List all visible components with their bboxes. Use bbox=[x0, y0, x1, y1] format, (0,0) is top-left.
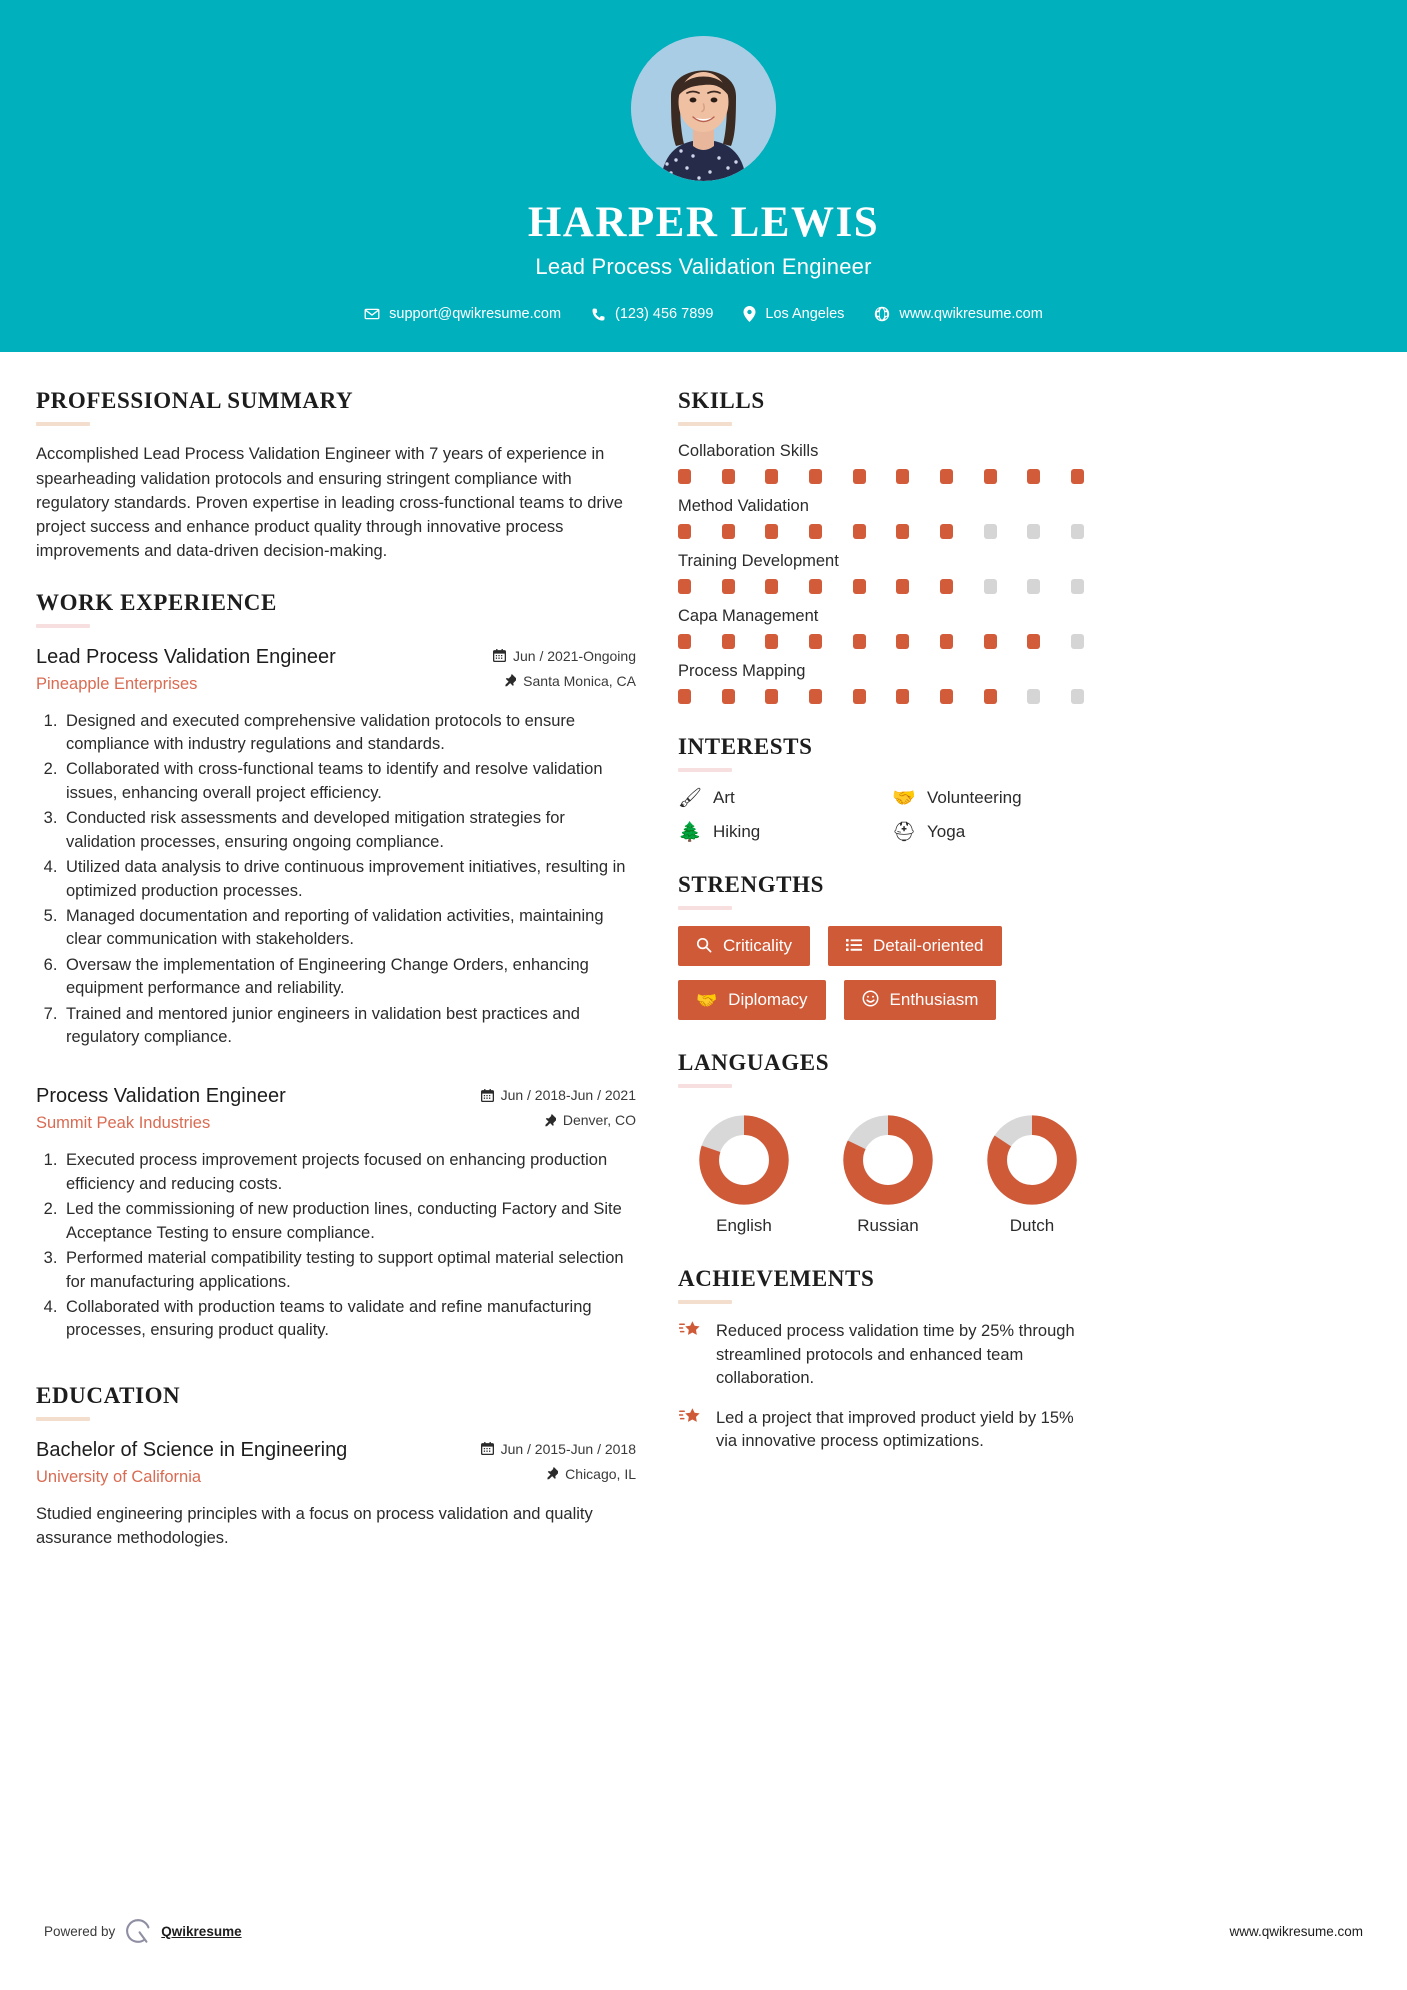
section-rule bbox=[36, 624, 90, 628]
strength-label: Criticality bbox=[723, 936, 792, 956]
list-item: 6. Oversaw the implementation of Engineering Change Orders, enhancing equipment performance and reliability. bbox=[62, 954, 636, 1001]
strength-label: Diplomacy bbox=[728, 990, 808, 1010]
skill-dot-filled bbox=[765, 469, 778, 484]
powered-by-label: Powered by bbox=[44, 1923, 116, 1939]
tree-icon: 🌲 bbox=[678, 821, 702, 843]
section-rule bbox=[36, 1417, 90, 1421]
skill-dot-filled bbox=[678, 469, 691, 484]
list-item: 1. Designed and executed comprehensive validation protocols to ensure compliance with industry regulations and standards. bbox=[62, 710, 636, 757]
right-column bbox=[678, 388, 1098, 1479]
section-rule bbox=[678, 906, 732, 910]
skill-label: Training Development bbox=[678, 552, 839, 571]
skill-dot-filled bbox=[765, 524, 778, 539]
calendar-icon bbox=[481, 1442, 494, 1455]
work-entry-titles bbox=[36, 644, 493, 694]
skill-dot-filled bbox=[722, 689, 735, 704]
pin-icon bbox=[545, 1114, 556, 1127]
skill-rating bbox=[678, 579, 1084, 594]
work-location bbox=[493, 673, 636, 689]
skill-dot-filled bbox=[896, 579, 909, 594]
contact-phone-text: (123) 456 7899 bbox=[615, 306, 714, 323]
languages-row bbox=[678, 1104, 1098, 1236]
work-bullets bbox=[36, 710, 636, 1050]
education-dates-text: Jun / 2015-Jun / 2018 bbox=[500, 1440, 636, 1457]
language-item-english bbox=[684, 1114, 804, 1236]
section-heading-languages: LANGUAGES bbox=[678, 1050, 830, 1076]
achievement-item bbox=[678, 1320, 1098, 1390]
skill-rating bbox=[678, 689, 1084, 704]
work-company: Summit Peak Industries bbox=[36, 1114, 211, 1133]
skill-dot-filled bbox=[853, 634, 866, 649]
shooting-star-icon bbox=[678, 1320, 702, 1347]
language-donut-chart bbox=[842, 1114, 934, 1206]
skill-item bbox=[678, 442, 1098, 484]
strengths-list bbox=[678, 926, 1098, 1020]
qwikresume-brand-link[interactable]: Qwikresume bbox=[161, 1923, 242, 1939]
skill-dot-filled bbox=[678, 689, 691, 704]
list-item: 5. Managed documentation and reporting of validation activities, maintaining clear communication with stakeholders. bbox=[62, 905, 636, 952]
work-company: Pineapple Enterprises bbox=[36, 674, 198, 693]
work-entry-meta bbox=[493, 644, 636, 698]
skill-item bbox=[678, 662, 1098, 704]
language-donut-chart bbox=[698, 1114, 790, 1206]
contact-location bbox=[733, 306, 854, 322]
skill-item bbox=[678, 552, 1098, 594]
list-item: 4. Collaborated with production teams to validate and refine manufacturing processes, ensuring product quality. bbox=[62, 1296, 636, 1343]
education-entry-titles bbox=[36, 1437, 481, 1487]
section-work-experience bbox=[36, 590, 636, 1343]
skill-dot-filled bbox=[896, 469, 909, 484]
resume-header bbox=[0, 0, 1407, 352]
skill-label: Collaboration Skills bbox=[678, 442, 819, 461]
work-entry-titles bbox=[36, 1083, 481, 1133]
calendar-icon bbox=[493, 649, 506, 662]
education-entry-header bbox=[36, 1437, 636, 1491]
contact-email[interactable] bbox=[354, 306, 571, 322]
education-dates bbox=[481, 1441, 636, 1457]
magnifier-icon bbox=[696, 937, 712, 956]
section-rule bbox=[678, 1084, 732, 1088]
skill-item bbox=[678, 497, 1098, 539]
phone-icon bbox=[591, 307, 606, 322]
section-education bbox=[36, 1383, 636, 1551]
pin-icon bbox=[547, 1467, 558, 1480]
skill-label: Capa Management bbox=[678, 607, 819, 626]
interest-item-art bbox=[678, 788, 884, 808]
skill-dot-empty bbox=[1027, 524, 1040, 539]
skill-rating bbox=[678, 469, 1084, 484]
skill-dot-empty bbox=[984, 524, 997, 539]
skill-dot-filled bbox=[765, 689, 778, 704]
resume-body bbox=[0, 352, 1407, 1576]
skill-dot-filled bbox=[853, 469, 866, 484]
language-label: English bbox=[716, 1216, 772, 1236]
section-heading-achievements: ACHIEVEMENTS bbox=[678, 1266, 875, 1292]
skill-dot-filled bbox=[940, 634, 953, 649]
skill-label: Process Mapping bbox=[678, 662, 806, 681]
skill-dot-empty bbox=[1027, 579, 1040, 594]
language-item-russian bbox=[828, 1114, 948, 1236]
skill-rating bbox=[678, 634, 1084, 649]
skill-dot-filled bbox=[1071, 469, 1084, 484]
skill-dot-filled bbox=[809, 579, 822, 594]
contact-location-text: Los Angeles bbox=[765, 306, 845, 323]
education-entry-meta bbox=[481, 1437, 636, 1491]
skill-dot-filled bbox=[940, 689, 953, 704]
qwikresume-logo-icon bbox=[125, 1918, 151, 1944]
shooting-star-icon bbox=[678, 1407, 702, 1434]
achievement-item bbox=[678, 1407, 1098, 1454]
skill-dot-filled bbox=[722, 469, 735, 484]
resume-footer bbox=[0, 1918, 1407, 1944]
skill-dot-filled bbox=[984, 634, 997, 649]
education-location-text: Chicago, IL bbox=[565, 1465, 636, 1482]
envelope-icon bbox=[364, 306, 380, 322]
section-heading-summary: PROFESSIONAL SUMMARY bbox=[36, 388, 354, 414]
section-rule bbox=[678, 422, 732, 426]
pin-icon bbox=[505, 674, 516, 687]
skill-dot-filled bbox=[853, 524, 866, 539]
skill-dot-empty bbox=[1027, 689, 1040, 704]
skill-dot-filled bbox=[678, 524, 691, 539]
skill-dot-filled bbox=[896, 634, 909, 649]
paintbrush-icon: 🖌 bbox=[678, 787, 703, 809]
work-role: Lead Process Validation Engineer bbox=[36, 645, 336, 668]
skill-dot-filled bbox=[1027, 469, 1040, 484]
education-school: University of California bbox=[36, 1467, 202, 1486]
location-pin-icon bbox=[743, 306, 756, 322]
skill-dot-filled bbox=[940, 579, 953, 594]
strength-chip-detail-oriented bbox=[828, 926, 1002, 966]
strength-chip-diplomacy bbox=[678, 980, 826, 1020]
handshake-icon: 🤝 bbox=[892, 787, 916, 809]
contact-website[interactable] bbox=[864, 306, 1052, 322]
skill-dot-filled bbox=[853, 689, 866, 704]
section-achievements bbox=[678, 1266, 1098, 1453]
handshake-icon: 🤝 bbox=[696, 990, 718, 1010]
achievement-text: Reduced process validation time by 25% through streamlined protocols and enhanced team collaboration. bbox=[716, 1322, 1075, 1388]
language-label: Dutch bbox=[1009, 1216, 1055, 1236]
skill-dot-filled bbox=[984, 469, 997, 484]
interest-label: Yoga bbox=[927, 822, 966, 842]
section-strengths bbox=[678, 872, 1098, 1020]
section-heading-interests: INTERESTS bbox=[678, 734, 813, 760]
skill-dot-empty bbox=[1071, 634, 1084, 649]
contact-bar bbox=[0, 306, 1407, 322]
section-heading-work: WORK EXPERIENCE bbox=[36, 589, 277, 615]
section-languages bbox=[678, 1050, 1098, 1236]
skill-dot-filled bbox=[722, 634, 735, 649]
skill-dot-empty bbox=[984, 579, 997, 594]
language-donut-chart bbox=[986, 1114, 1078, 1206]
language-label: Russian bbox=[857, 1216, 919, 1236]
profile-photo-illustration bbox=[631, 36, 776, 181]
skill-dot-filled bbox=[809, 469, 822, 484]
section-heading-skills: SKILLS bbox=[678, 388, 765, 414]
section-professional-summary bbox=[36, 388, 636, 563]
list-item: 1. Executed process improvement projects focused on enhancing production efficiency and reducing costs. bbox=[62, 1149, 636, 1196]
section-skills bbox=[678, 388, 1098, 704]
work-entry-header bbox=[36, 644, 636, 698]
education-degree: Bachelor of Science in Engineering bbox=[36, 1438, 348, 1461]
section-interests bbox=[678, 734, 1098, 842]
calendar-icon bbox=[481, 1089, 494, 1102]
skill-dot-filled bbox=[896, 524, 909, 539]
strength-chip-criticality bbox=[678, 926, 810, 966]
interest-item-yoga bbox=[892, 822, 1098, 842]
section-rule bbox=[36, 422, 90, 426]
skill-dot-filled bbox=[809, 689, 822, 704]
work-entry bbox=[36, 644, 636, 1050]
skill-item bbox=[678, 607, 1098, 649]
work-location bbox=[481, 1112, 636, 1128]
education-entry bbox=[36, 1437, 636, 1551]
list-item: 3. Performed material compatibility testing to support optimal material selection for manufacturing applications. bbox=[62, 1247, 636, 1294]
skill-dot-filled bbox=[722, 579, 735, 594]
summary-text: Accomplished Lead Process Validation Engineer with 7 years of experience in spearheading validation protocols and ensuring stringent compliance with regulatory standards. Proven expertise in leading cross-functional teams to drive project success and enhance product quality through innovative process improvements and data-driven decision-making. bbox=[36, 445, 623, 561]
work-entry bbox=[36, 1083, 636, 1342]
interest-label: Volunteering bbox=[927, 788, 1022, 808]
work-entry-header bbox=[36, 1083, 636, 1137]
skill-dot-filled bbox=[984, 689, 997, 704]
work-entry-meta bbox=[481, 1083, 636, 1137]
skill-dot-filled bbox=[940, 524, 953, 539]
work-role: Process Validation Engineer bbox=[36, 1085, 286, 1108]
work-bullets bbox=[36, 1149, 636, 1342]
skill-dot-filled bbox=[853, 579, 866, 594]
skill-dot-filled bbox=[722, 524, 735, 539]
interest-label: Art bbox=[713, 788, 735, 808]
skill-dot-filled bbox=[765, 634, 778, 649]
skill-dot-filled bbox=[809, 634, 822, 649]
lifebuoy-icon: ⛑ bbox=[892, 821, 917, 843]
education-description: Studied engineering principles with a focus on process validation and quality assurance methodologies. bbox=[36, 1504, 593, 1547]
job-title: Lead Process Validation Engineer bbox=[535, 254, 872, 280]
skill-dot-empty bbox=[1071, 689, 1084, 704]
skill-dot-filled bbox=[940, 469, 953, 484]
smiley-icon bbox=[862, 990, 879, 1010]
interest-item-volunteering bbox=[892, 788, 1098, 808]
work-dates bbox=[493, 648, 636, 664]
contact-phone[interactable] bbox=[581, 306, 723, 322]
strength-label: Detail-oriented bbox=[872, 936, 984, 956]
skill-dot-filled bbox=[809, 524, 822, 539]
contact-website-text: www.qwikresume.com bbox=[899, 306, 1043, 323]
skill-label: Method Validation bbox=[678, 497, 809, 516]
section-heading-strengths: STRENGTHS bbox=[678, 872, 825, 898]
interest-item-hiking bbox=[678, 822, 884, 842]
footer-url[interactable]: www.qwikresume.com bbox=[1229, 1923, 1363, 1939]
list-item: 7. Trained and mentored junior engineers in validation best practices and regulatory compliance. bbox=[62, 1003, 636, 1050]
globe-icon bbox=[874, 306, 890, 322]
list-icon bbox=[846, 937, 862, 956]
section-rule bbox=[678, 768, 732, 772]
section-heading-education: EDUCATION bbox=[36, 1382, 181, 1408]
skill-dot-filled bbox=[765, 579, 778, 594]
language-item-dutch bbox=[972, 1114, 1092, 1236]
work-dates bbox=[481, 1087, 636, 1103]
powered-by-block bbox=[44, 1918, 242, 1944]
strength-label: Enthusiasm bbox=[889, 990, 979, 1010]
work-location-text: Denver, CO bbox=[562, 1112, 636, 1129]
skill-dot-empty bbox=[1071, 524, 1084, 539]
list-item: 2. Led the commissioning of new production lines, conducting Factory and Site Acceptance Testing to ensure compliance. bbox=[62, 1198, 636, 1245]
interests-grid bbox=[678, 788, 1098, 842]
skill-rating bbox=[678, 524, 1084, 539]
skill-dot-filled bbox=[1027, 634, 1040, 649]
skill-dot-filled bbox=[678, 634, 691, 649]
skill-dot-filled bbox=[678, 579, 691, 594]
page-title: HARPER LEWIS bbox=[527, 199, 880, 246]
education-location bbox=[481, 1466, 636, 1482]
interest-label: Hiking bbox=[713, 822, 761, 842]
left-column bbox=[36, 388, 636, 1576]
list-item: 4. Utilized data analysis to drive continuous improvement initiatives, resulting in optimized production processes. bbox=[62, 856, 636, 903]
work-dates-text: Jun / 2018-Jun / 2021 bbox=[500, 1087, 636, 1104]
skill-dot-empty bbox=[1071, 579, 1084, 594]
work-location-text: Santa Monica, CA bbox=[523, 672, 636, 689]
strength-chip-enthusiasm bbox=[844, 980, 997, 1020]
achievement-text: Led a project that improved product yield by 15% via innovative process optimizations. bbox=[716, 1408, 1074, 1450]
skill-dot-filled bbox=[896, 689, 909, 704]
contact-email-text: support@qwikresume.com bbox=[389, 306, 562, 323]
section-rule bbox=[678, 1300, 732, 1304]
work-dates-text: Jun / 2021-Ongoing bbox=[513, 647, 636, 664]
list-item: 3. Conducted risk assessments and developed mitigation strategies for validation processes, ensuring ongoing compliance. bbox=[62, 807, 636, 854]
list-item: 2. Collaborated with cross-functional teams to identify and resolve validation issues, enhancing overall project efficiency. bbox=[62, 758, 636, 805]
avatar bbox=[631, 36, 776, 181]
